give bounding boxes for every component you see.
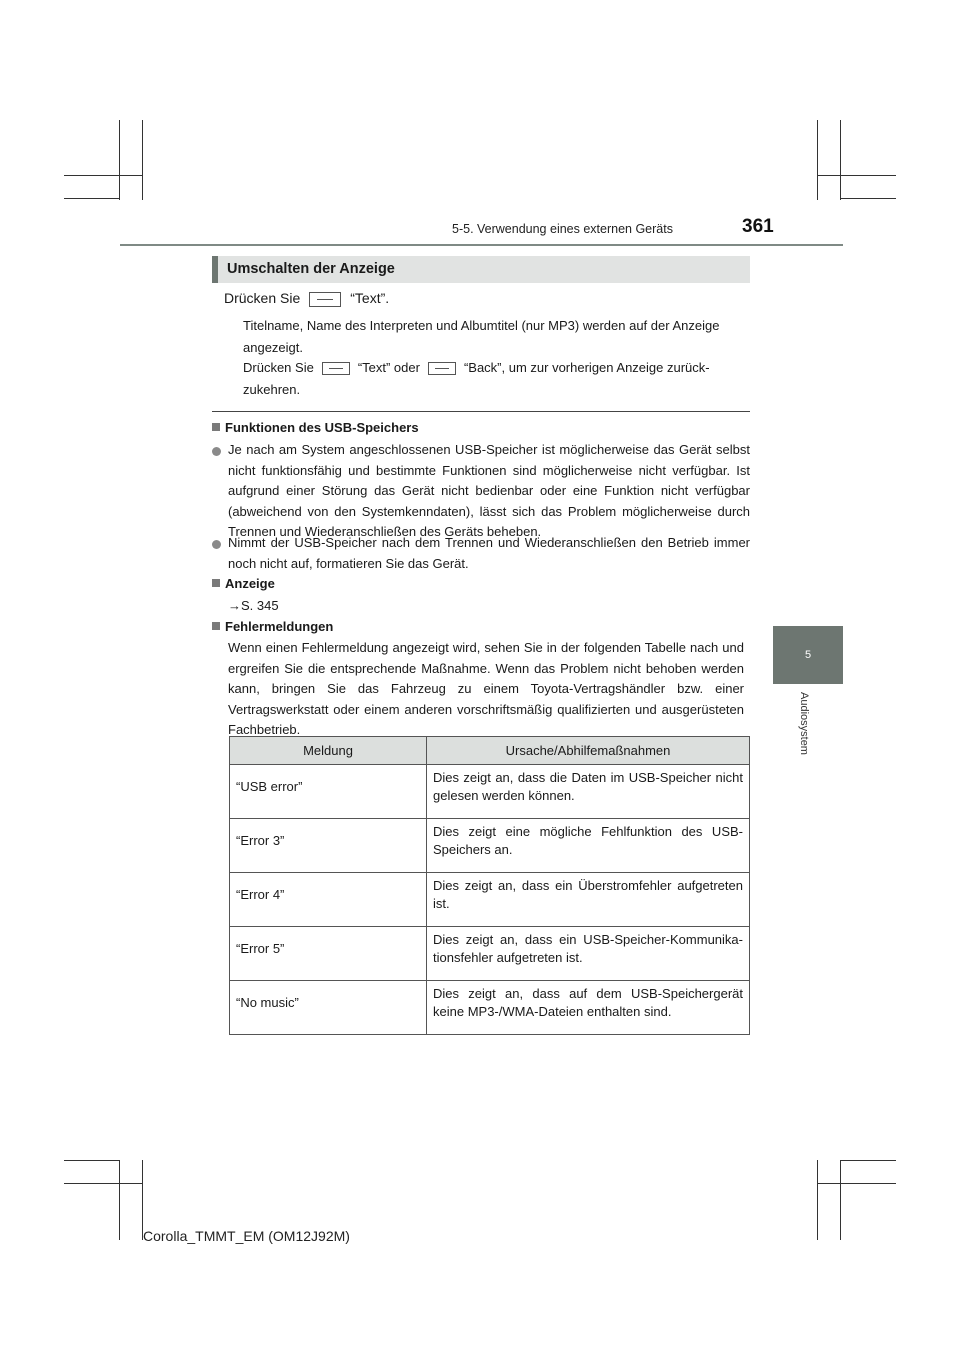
instruction-suffix: “Text”.	[350, 290, 390, 306]
error-table	[229, 736, 750, 1035]
crop-mark	[840, 120, 841, 200]
crop-mark	[817, 175, 896, 176]
crop-mark	[64, 1183, 143, 1184]
return-suffix: “Back”, um zur vorherigen Anzeige zurückzukehren.	[243, 360, 710, 397]
table-row	[230, 873, 750, 927]
error-cause-cell: Dies zeigt an, dass auf dem USB-Speichergerät keine MP3-/WMA-Dateien enthalten sind.	[427, 981, 750, 1035]
section-heading-bar	[212, 256, 750, 283]
circle-bullet-icon	[212, 540, 221, 549]
error-message-cell: “Error 4”	[230, 873, 427, 927]
circle-bullet-icon	[212, 447, 221, 456]
crop-mark	[817, 1183, 896, 1184]
softkey-button-icon	[428, 362, 456, 375]
table-row	[230, 765, 750, 819]
softkey-button-icon	[309, 292, 341, 307]
error-message-cell: “Error 5”	[230, 927, 427, 981]
chapter-number: 5	[804, 649, 812, 661]
header-section-title: 5-5. Verwendung eines externen Geräts	[452, 222, 673, 236]
instruction-return	[243, 357, 748, 401]
error-message-cell: “No music”	[230, 981, 427, 1035]
errors-description: Wenn einen Fehlermeldung angezeigt wird, sehen Sie in der folgenden Tabelle nach und ergreifen Sie die entsprechende Maßnahme. Wenn das Problem nicht behoben werden kann, bringen Sie das Fahrzeug zu einem Toyota-Vertragshändler bzw. einer Vertragswerkstatt oder einem anderen vorschriftsmäßig qualifizierten und ausgerüsteten Fachbetrieb.	[228, 640, 744, 737]
crop-mark	[840, 1160, 896, 1161]
header-rule	[120, 244, 843, 246]
crop-mark	[840, 198, 896, 199]
crop-mark	[64, 1160, 120, 1161]
return-middle: “Text” oder	[357, 360, 420, 375]
square-bullet-icon	[212, 579, 220, 587]
error-cause-cell: Dies zeigt an, dass die Daten im USB-Speicher nicht gelesen werden können.	[427, 765, 750, 819]
error-cause-cell: Dies zeigt eine mögliche Fehlfunktion des USB-Speichers an.	[427, 819, 750, 873]
error-cause-cell: Dies zeigt an, dass ein Überstromfehler aufgetreten ist.	[427, 873, 750, 927]
error-cause-cell: Dies zeigt an, dass ein USB-Speicher-Kommunikationsfehler aufgetreten ist.	[427, 927, 750, 981]
footer-document-id: Corolla_TMMT_EM (OM12J92M)	[143, 1228, 350, 1244]
list-item: Nimmt der USB-Speicher nach dem Trennen und Wiederanschließen den Betrieb immer noch nicht auf, formatieren Sie das Gerät.	[212, 533, 750, 574]
column-header-message: Meldung	[230, 737, 427, 765]
instruction-prefix: Drücken Sie	[224, 290, 301, 306]
crop-mark	[817, 1160, 818, 1240]
page-reference-link[interactable]: →S. 345	[228, 598, 279, 613]
display-heading: Anzeige	[212, 575, 275, 593]
usb-functions-heading: Funktionen des USB-Speichers	[212, 419, 419, 437]
crop-mark	[119, 1160, 120, 1240]
square-bullet-icon	[212, 423, 220, 431]
section-title: Umschalten der Anzeige	[227, 261, 395, 277]
error-message-cell: “Error 3”	[230, 819, 427, 873]
crop-mark	[817, 120, 818, 200]
section-divider	[212, 411, 750, 412]
table-header-row	[230, 737, 750, 765]
chapter-label: Audiosystem	[798, 692, 810, 755]
table-row	[230, 927, 750, 981]
column-header-cause: Ursache/Abhilfemaßnahmen	[427, 737, 750, 765]
chapter-tab	[773, 626, 843, 684]
list-item: Je nach am System angeschlossenen USB-Speicher ist möglicherweise das Gerät selbst nicht funktionsfähig und bestimmte Funktionen sind möglicherweise nicht verfügbar. Ist aufgrund einer Störung das Gerät nicht bedienbar oder eine Funktion nicht verfügbar (abweichend von den Systemkenndaten), lässt sich das Problem möglicherweise durch Trennen und Wiederanschließen des Geräts beheben.	[212, 440, 750, 543]
crop-mark	[64, 198, 120, 199]
crop-mark	[64, 175, 143, 176]
instruction-line	[224, 290, 389, 307]
errors-heading: Fehlermeldungen	[212, 618, 333, 636]
softkey-button-icon	[322, 362, 350, 375]
table-row	[230, 819, 750, 873]
crop-mark	[840, 1160, 841, 1240]
return-prefix: Drücken Sie	[243, 360, 314, 375]
page-number: 361	[742, 216, 774, 237]
error-message-cell: “USB error”	[230, 765, 427, 819]
instruction-detail: Titelname, Name des Interpreten und Albumtitel (nur MP3) werden auf der Anzeige angezeigt.	[243, 318, 720, 355]
crop-mark	[142, 120, 143, 200]
square-bullet-icon	[212, 622, 220, 630]
crop-mark	[119, 120, 120, 200]
table-row	[230, 981, 750, 1035]
